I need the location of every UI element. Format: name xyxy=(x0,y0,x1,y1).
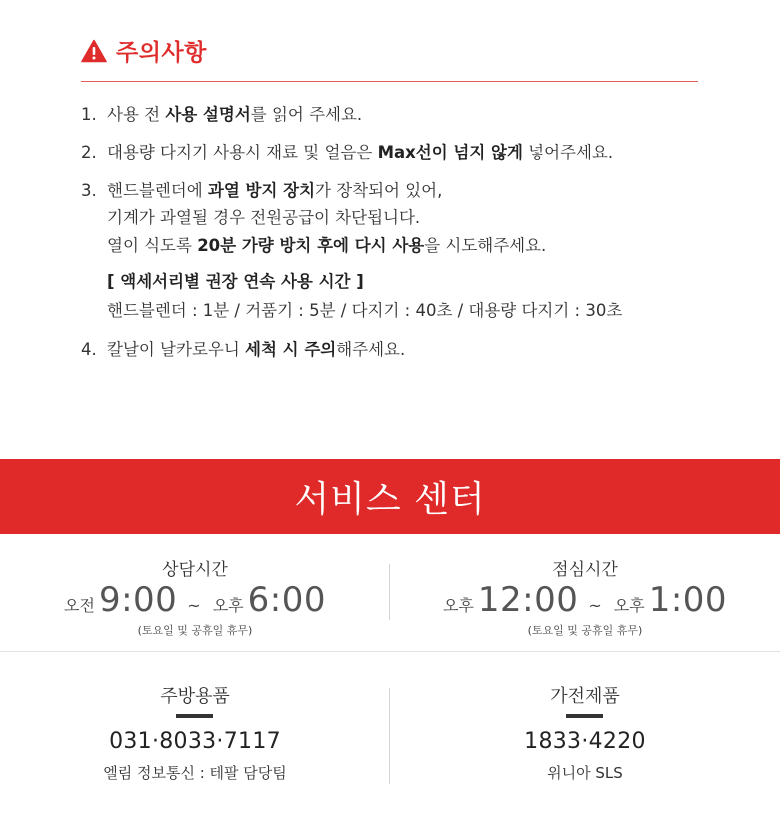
caution-item-2-text: 대용량 다지기 사용시 재료 및 얼음은 Max선이 넘지 않게 넣어주세요. xyxy=(107,143,614,162)
end-time: 1:00 xyxy=(648,580,728,620)
kitchenware-contact xyxy=(0,652,390,813)
caution-item-1-number: 1. xyxy=(81,105,97,124)
start-time: 9:00 xyxy=(98,580,178,620)
end-time: 6:00 xyxy=(247,580,326,620)
start-period: 오후 xyxy=(442,596,474,615)
consultation-time-range xyxy=(0,580,390,620)
range-separator: ~ xyxy=(187,596,201,615)
appliance-team: 위니아 SLS xyxy=(547,764,623,782)
caution-header xyxy=(81,34,207,67)
caution-title: 주의사항 xyxy=(116,40,207,66)
start-period: 오전 xyxy=(64,596,95,615)
kitchenware-phone[interactable]: 031·8033·7117 xyxy=(109,729,281,754)
service-center-title: 서비스 센터 xyxy=(294,479,486,520)
end-period: 오후 xyxy=(212,596,244,615)
lunch-hours-note: (토요일 및 공휴일 휴무) xyxy=(527,624,643,637)
service-contacts xyxy=(0,652,780,813)
service-center-banner xyxy=(0,459,780,534)
caution-item-2-number: 2. xyxy=(81,143,97,162)
warning-triangle-icon xyxy=(81,39,107,63)
kitchenware-team: 엘림 정보통신 : 테팔 담당팀 xyxy=(103,764,287,782)
caution-divider xyxy=(81,81,698,82)
kitchenware-label: 주방용품 xyxy=(160,686,230,707)
appliance-label: 가전제품 xyxy=(550,686,620,707)
caution-item-3-line-1: 핸드블렌더에 과열 방지 장치가 장착되어 있어, xyxy=(107,181,443,200)
service-hours xyxy=(0,534,780,651)
caution-item-1-text: 사용 전 사용 설명서를 읽어 주세요. xyxy=(107,105,363,124)
lunch-hours-label: 점심시간 xyxy=(552,560,618,580)
accessory-usage-times: 핸드블렌더 : 1분 / 거품기 : 5분 / 다지기 : 40초 / 대용량 다지기 : 30초 xyxy=(107,301,623,320)
consultation-hours xyxy=(0,534,390,651)
appliance-phone[interactable]: 1833·4220 xyxy=(524,729,646,754)
label-underline xyxy=(176,714,213,718)
range-separator: ~ xyxy=(588,596,602,615)
start-time: 12:00 xyxy=(477,580,579,620)
appliance-contact xyxy=(390,652,780,813)
caution-item-4-number: 4. xyxy=(81,340,97,359)
end-period: 오후 xyxy=(613,596,645,615)
consultation-hours-label: 상담시간 xyxy=(162,560,228,580)
lunch-hours xyxy=(390,534,780,651)
consultation-hours-note: (토요일 및 공휴일 휴무) xyxy=(137,624,253,637)
lunch-time-range xyxy=(390,580,780,620)
accessory-usage-heading: [ 액세서리별 권장 연속 사용 시간 ] xyxy=(107,272,364,291)
caution-item-3-line-2: 기계가 과열될 경우 전원공급이 차단됩니다. xyxy=(107,208,421,227)
label-underline xyxy=(566,714,603,718)
caution-item-3-line-3: 열이 식도록 20분 가량 방치 후에 다시 사용을 시도해주세요. xyxy=(107,236,547,255)
caution-item-3-number: 3. xyxy=(81,181,97,200)
caution-item-4-text: 칼날이 날카로우니 세척 시 주의해주세요. xyxy=(107,340,406,359)
